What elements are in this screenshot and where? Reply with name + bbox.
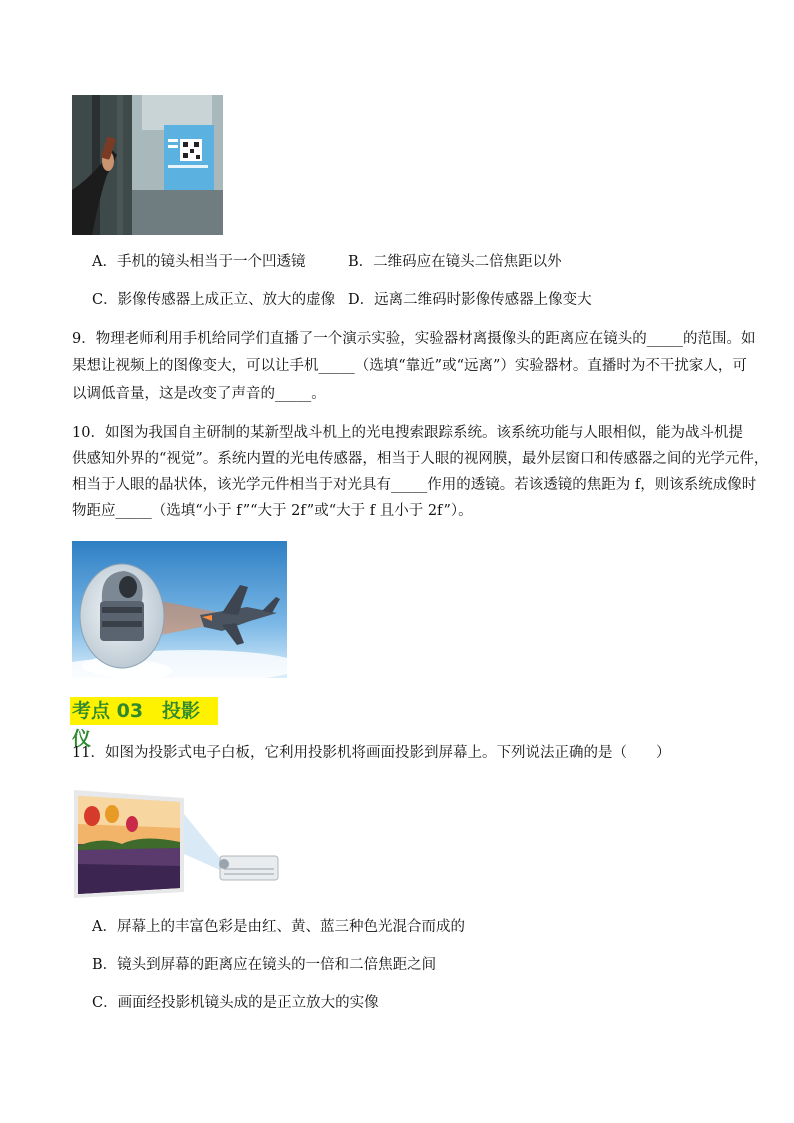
qr-scan-photo — [72, 95, 223, 235]
q11-option-b: B．镜头到屏幕的距离应在镜头的一倍和二倍焦距之间 — [92, 957, 437, 973]
question-9-line-1: 9．物理老师利用手机给同学们直播了一个演示实验，实验器材离摄像头的距离应在镜头的_____的范围。如 — [72, 331, 756, 347]
projector-whiteboard-image — [72, 784, 282, 901]
question-10-line-2: 供感知外界的“视觉”。系统内置的光电传感器，相当于人眼的视网膜，最外层窗口和传感器之间的光学元件， — [72, 451, 769, 467]
q8-option-a: A．手机的镜头相当于一个凹透镜 — [92, 254, 306, 270]
q11-option-a: A．屏幕上的丰富色彩是由红、黄、蓝三种色光混合而成的 — [92, 919, 465, 935]
q8-option-c: C．影像传感器上成正立、放大的虚像 — [92, 292, 336, 308]
question-9-line-3: 以调低音量，这是改变了声音的_____。 — [72, 386, 326, 402]
question-9-line-2: 果想让视频上的图像变大，可以让手机_____（选填“靠近”或“远离”）实验器材。直播时为不干扰家人，可 — [72, 358, 747, 374]
q8-option-d: D．远离二维码时影像传感器上像变大 — [348, 292, 592, 308]
q8-option-b: B．二维码应在镜头二倍焦距以外 — [348, 254, 562, 270]
q11-option-c: C．画面经投影机镜头成的是正立放大的实像 — [92, 995, 379, 1011]
section-heading: 考点 03 投影仪 — [70, 697, 218, 725]
fighter-jet-eo-system-image — [72, 541, 287, 678]
question-11-stem: 11．如图为投影式电子白板，它利用投影机将画面投影到屏幕上。下列说法正确的是（ ） — [72, 745, 671, 761]
question-10-line-4: 物距应_____（选填“小于 f”“大于 2f”或“大于 f 且小于 2f”）。 — [72, 503, 473, 519]
question-10-line-1: 10．如图为我国自主研制的某新型战斗机上的光电搜索跟踪系统。该系统功能与人眼相似，能为战斗机提 — [72, 425, 743, 441]
question-10 — [72, 420, 769, 524]
question-10-line-3: 相当于人眼的晶状体，该光学元件相当于对光具有_____作用的透镜。若该透镜的焦距为 f，则该系统成像时 — [72, 477, 757, 493]
question-9 — [72, 326, 756, 408]
